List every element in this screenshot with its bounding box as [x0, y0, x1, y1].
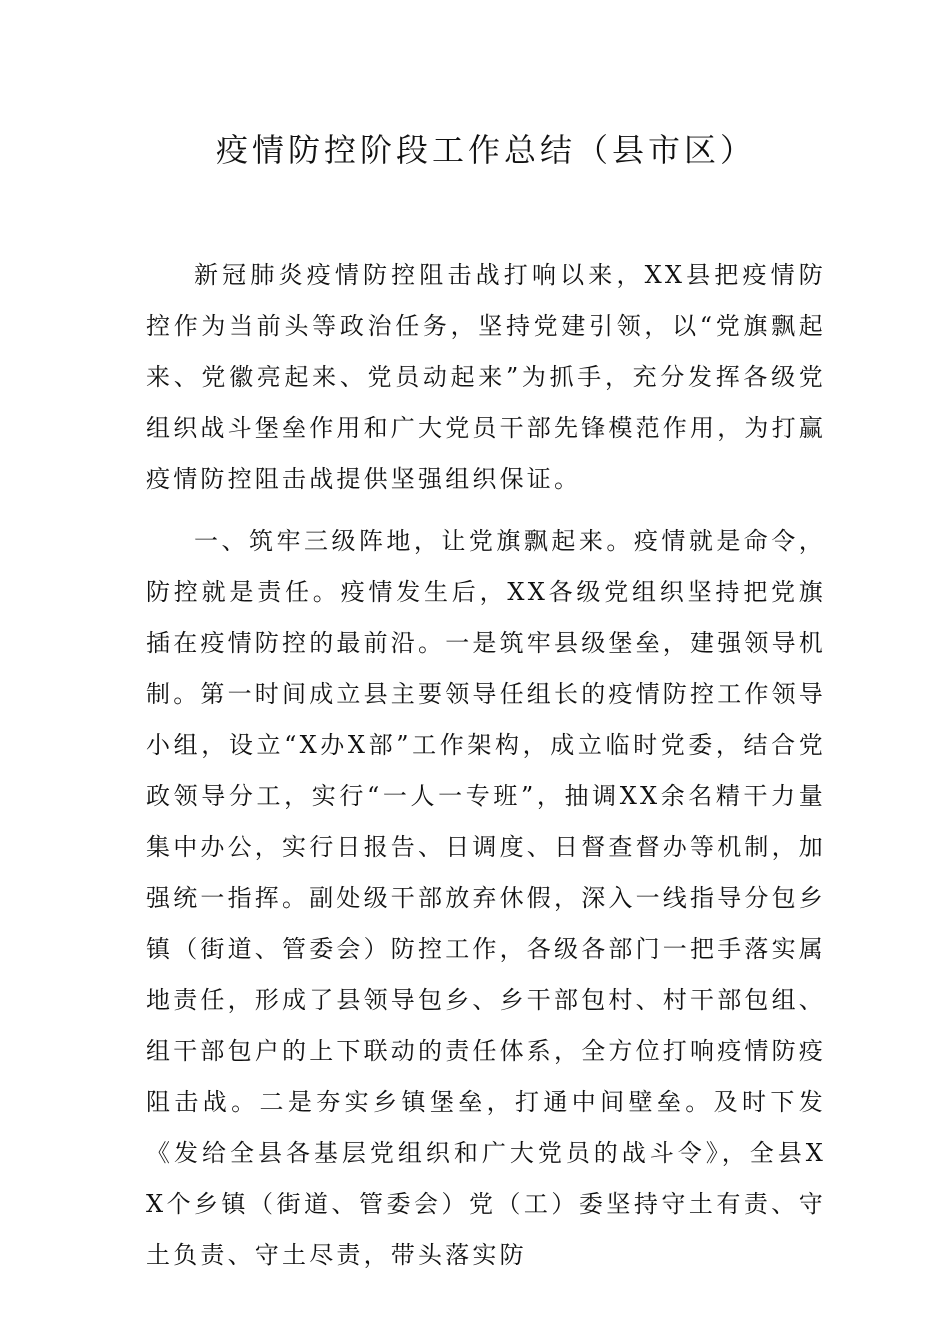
paragraph-intro: 新冠肺炎疫情防控阻击战打响以来，XX县把疫情防控作为当前头等政治任务，坚持党建引领，以“党旗飘起来、党徽亮起来、党员动起来”为抓手，充分发挥各级党组织战斗堡垒作用和广大党员干部先锋模范作用，为打赢疫情防控阻击战提供坚强组织保证。: [146, 261, 826, 493]
paragraph-section-one: 一、筑牢三级阵地，让党旗飘起来。疫情就是命令，防控就是责任。疫情发生后，XX各级党组织坚持把党旗插在疫情防控的最前沿。一是筑牢县级堡垒，建强领导机制。第一时间成立县主要领导任组长的疫情防控工作领导小组，设立“X办X部”工作架构，成立临时党委，结合党政领导分工，实行“一人一专班”，抽调XX余名精干力量集中办公，实行日报告、日调度、日督查督办等机制，加强统一指挥。副处级干部放弃休假，深入一线指导分包乡镇（街道、管委会）防控工作，各级各部门一把手落实属地责任，形成了县领导包乡、乡干部包村、村干部包组、组干部包户的上下联动的责任体系，全方位打响疫情防疫阻击战。二是夯实乡镇堡垒，打通中间壁垒。及时下发《发给全县各基层党组织和广大党员的战斗令》，全县XX个乡镇（街道、管委会）党（工）委坚持守土有责、守土负责、守土尽责，带头落实防: [146, 527, 826, 1269]
document-title: 疫情防控阶段工作总结（县市区）: [215, 131, 756, 169]
document-body: [146, 250, 826, 1281]
